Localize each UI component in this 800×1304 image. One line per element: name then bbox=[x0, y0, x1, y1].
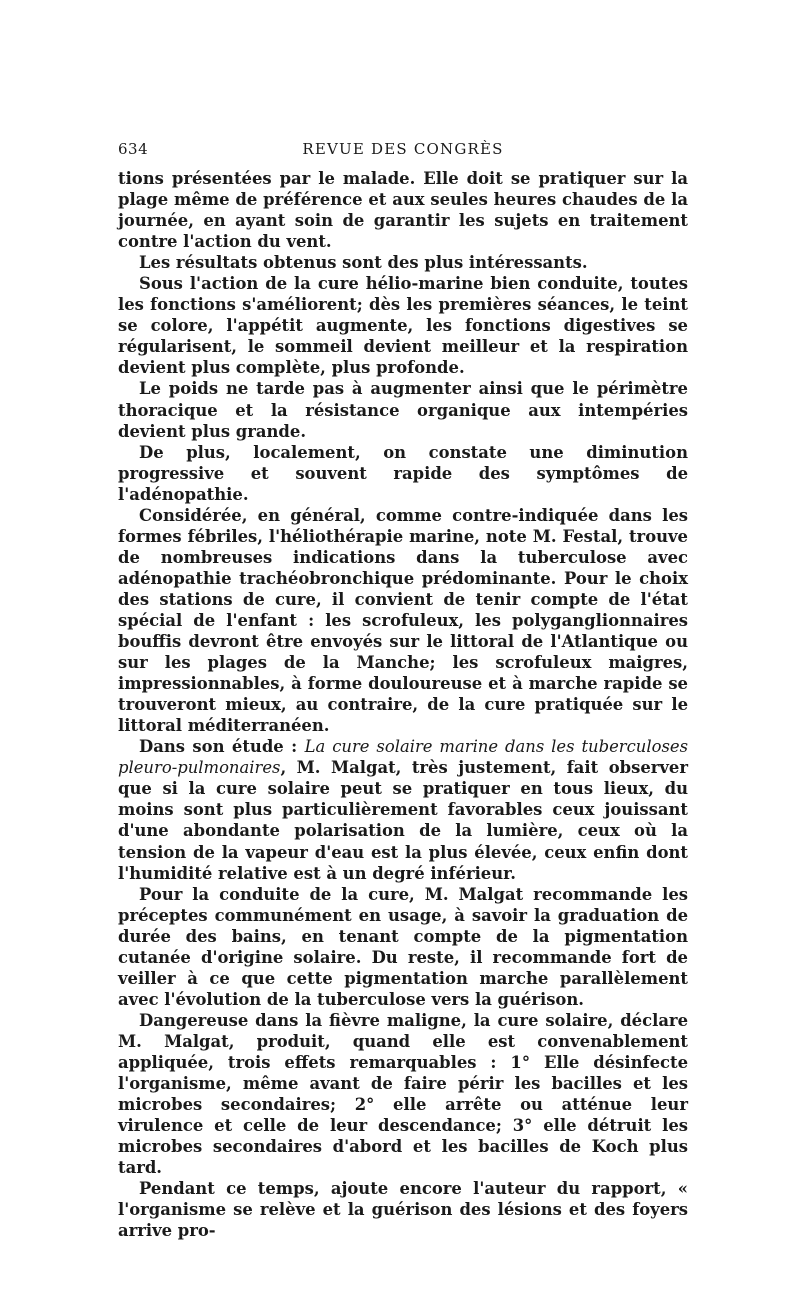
paragraph: Les résultats obtenus sont des plus intéressants. bbox=[139, 253, 588, 273]
paragraph: Dangereuse dans la fièvre maligne, la cure solaire, déclare M. Malgat, produit, quand elle est convenablement appliquée, trois effets remarquables : 1° Elle désinfecte l'organisme, même avant de faire périr les bacilles et les microbes secondaires; 2° elle arrête ou atténue leur virulence et celle de leur descendance; 3° elle détruit les microbes secondaires d'abord et les bacilles de Koch plus tard. bbox=[118, 1010, 688, 1178]
paragraph: Le poids ne tarde pas à augmenter ainsi que le périmètre thoracique et la résistance organique aux intempéries devient plus grande. bbox=[118, 379, 688, 441]
paragraph-with-citation bbox=[118, 736, 688, 883]
cited-title: La cure solaire marine dans les tuberculoses pleuro-pulmonaires bbox=[118, 737, 688, 778]
running-title: REVUE DES CONGRÈS bbox=[302, 140, 504, 158]
paragraph: De plus, localement, on constate une diminution progressive et souvent rapide des symptômes de l'adénopathie. bbox=[118, 442, 688, 504]
paragraph: Considérée, en général, comme contre-indiquée dans les formes fébriles, l'héliothérapie marine, note M. Festal, trouve de nombreuses indications dans la tuberculose avec adénopathie trachéobronchique prédominante. Pour le choix des stations de cure, il convient de tenir compte de l'état spécial de l'enfant : les scrofuleux, les polyganglionnaires bouffis devront être envoyés sur le littoral de l'Atlantique ou sur les plages de la Manche; les scrofuleux maigres, impressionnables, à forme douloureuse et à marche rapide se trouveront mieux, au contraire, de la cure pratiquée sur le littoral méditerranéen. bbox=[118, 505, 688, 736]
paragraph-text: , M. Malgat, très justement, fait observer que si la cure solaire peut se pratiquer en tous lieux, du moins sont plus particulièrement favorables ceux jouissant d'une abondante polarisation de la lumière, ceux où la tension de la vapeur d'eau est la plus élevée, ceux enfin dont l'humidité relative est à un degré inférieur. bbox=[118, 758, 688, 883]
running-head bbox=[118, 140, 688, 168]
paragraph: Pour la conduite de la cure, M. Malgat recommande les préceptes communément en usage, à savoir la graduation de durée des bains, en tenant compte de la pigmentation cutanée d'origine solaire. Du reste, il recommande fort de veiller à ce que cette pigmentation marche parallèlement avec l'évolution de la tuberculose vers la guérison. bbox=[118, 884, 688, 1009]
page-number: 634 bbox=[118, 140, 149, 158]
book-page bbox=[118, 140, 688, 1241]
paragraph-continued: tions présentées par le malade. Elle doit se pratiquer sur la plage même de préférence et aux seules heures chaudes de la journée, en ayant soin de garantir les sujets en traitement contre l'action du vent. bbox=[118, 169, 688, 252]
paragraph-lead: Dans son étude : bbox=[139, 737, 305, 757]
paragraph: Pendant ce temps, ajoute encore l'auteur du rapport, « l'organisme se relève et la guérison des lésions et des foyers arrive pro- bbox=[118, 1179, 688, 1241]
body-text bbox=[118, 168, 688, 1241]
paragraph: Sous l'action de la cure hélio-marine bien conduite, toutes les fonctions s'améliorent; dès les premières séances, le teint se colore, l'appétit augmente, les fonctions digestives se régularisent, le sommeil devient meilleur et la respiration devient plus complète, plus profonde. bbox=[118, 274, 688, 378]
